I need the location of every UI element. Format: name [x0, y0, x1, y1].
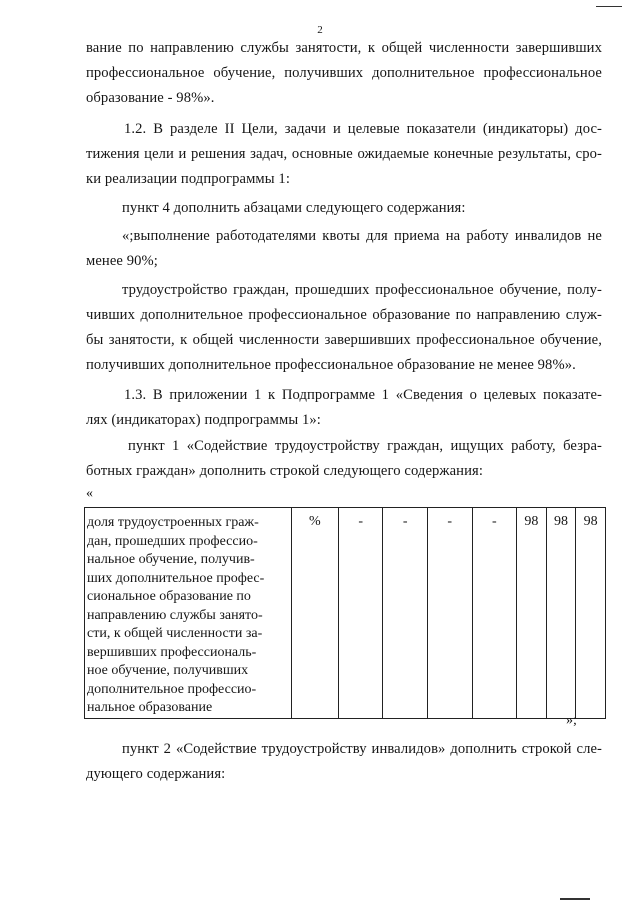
paragraph-employment	[86, 278, 602, 378]
text-line: сти, к общей численности за-	[87, 626, 263, 641]
paragraph-punkt-2	[86, 737, 602, 787]
table-close-quote: »;	[566, 713, 577, 728]
text-line: ное обучение, получивших	[87, 663, 249, 678]
page-number: 2	[317, 24, 323, 36]
value-cell: -	[338, 508, 383, 719]
text-line: доля трудоустроенных граж-	[87, 515, 259, 530]
scan-artifact-top	[596, 6, 622, 7]
text-line: пункт 1 «Содействие трудоустройству граждан, ищущих работу, безра-	[128, 438, 602, 454]
unit-cell: %	[291, 508, 338, 719]
scan-artifact-bottom	[560, 898, 590, 900]
text-line: нальное обучение, получив-	[87, 552, 255, 567]
text-line: получивших дополнительное профессиональное образование не менее 98%».	[86, 357, 576, 373]
paragraph-quota	[86, 224, 602, 274]
text-line: ботных граждан» дополнить строкой следующего содержания:	[86, 463, 483, 479]
text-line: пункт 2 «Содействие трудоустройству инвалидов» дополнить строкой сле-	[122, 741, 602, 757]
value-cell: -	[472, 508, 517, 719]
text-line: дополнительное профессио-	[87, 681, 257, 697]
paragraph-punkt-4	[122, 196, 602, 221]
value-cell: 98	[517, 508, 547, 719]
text-line: направлению службы занято-	[87, 607, 263, 623]
value-cell: 98	[546, 508, 576, 719]
text-line: 1.2. В разделе II Цели, задачи и целевые показатели (индикаторы) дос-	[124, 121, 602, 137]
text-line: профессиональное обучение, получивших дополнительное профессиональное	[86, 65, 602, 81]
value-cell: -	[383, 508, 428, 719]
value-cell: -	[428, 508, 473, 719]
text-line: 1.3. В приложении 1 к Подпрограмме 1 «Сведения о целевых показате-	[124, 387, 602, 403]
text-line: менее 90%;	[86, 253, 158, 269]
text-line: образование - 98%».	[86, 90, 215, 106]
text-line: чивших дополнительное профессиональное образование по направлению служ-	[86, 307, 602, 323]
text-line: трудоустройство граждан, прошедших профессиональное обучение, полу-	[122, 282, 602, 298]
text-line: бы занятости, к общей численности завершивших профессиональное обучение,	[86, 332, 602, 348]
text-line: ки реализации подпрограммы 1:	[86, 171, 290, 187]
paragraph-punkt-1	[86, 434, 602, 484]
table-row	[85, 508, 606, 719]
text-line: вершивших профессиональ-	[87, 644, 257, 660]
text-line: тижения цели и решения задач, основные ожидаемые конечные результаты, сро-	[86, 146, 602, 162]
table-open-quote: «	[86, 486, 93, 501]
text-line: лях (индикаторах) подпрограммы 1»:	[86, 412, 321, 428]
text-line: дующего содержания:	[86, 766, 226, 782]
text-line: ших дополнительное профес-	[87, 570, 265, 586]
text-line: вание по направлению службы занятости, к общей численности завершивших	[86, 40, 602, 56]
paragraph-continuation	[86, 36, 602, 111]
paragraph-1-2	[86, 117, 602, 192]
indicator-name-cell	[85, 508, 292, 719]
text-line: «;выполнение работодателями квоты для приема на работу инвалидов не	[122, 228, 602, 244]
value-cell: 98	[576, 508, 606, 719]
paragraph-1-3	[86, 383, 602, 433]
text-line: пункт 4 дополнить абзацами следующего содержания:	[122, 200, 466, 216]
text-line: дан, прошедших профессио-	[87, 533, 258, 549]
text-line: сиональное образование по	[87, 589, 251, 604]
text-line: нальное образование	[87, 700, 213, 715]
indicator-table	[84, 507, 606, 719]
